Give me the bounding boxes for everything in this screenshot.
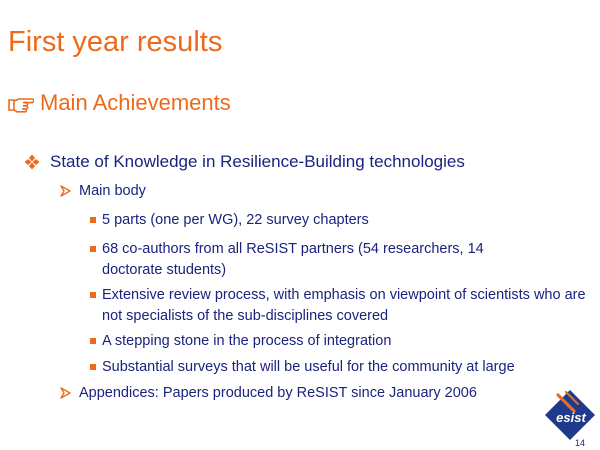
heading-row xyxy=(24,152,465,172)
subtitle-row xyxy=(8,90,231,116)
list-item xyxy=(90,357,590,378)
list-item-text: Extensive review process, with emphasis on viewpoint of scientists who are not specialists of the sub-disciplines covered xyxy=(102,287,586,324)
list-item xyxy=(90,331,590,352)
main-body-row xyxy=(60,183,146,199)
square-icon xyxy=(90,364,96,370)
list-item-text: 5 parts (one per WG), 22 survey chapters xyxy=(102,212,369,228)
appendices-row xyxy=(60,385,477,401)
list-item-text: A stepping stone in the process of integration xyxy=(102,333,392,349)
pointing-hand-icon xyxy=(8,92,34,114)
four-diamond-icon xyxy=(24,154,40,170)
square-icon xyxy=(90,338,96,344)
list-item xyxy=(90,285,590,327)
square-icon xyxy=(90,217,96,223)
page-number: 14 xyxy=(575,438,586,448)
arrowhead-icon xyxy=(60,387,71,399)
main-body-label: Main body xyxy=(79,183,146,199)
subtitle-text: Main Achievements xyxy=(40,90,231,115)
square-icon xyxy=(90,246,96,252)
heading-text: State of Knowledge in Resilience-Building technologies xyxy=(50,152,465,171)
list-item-text: Substantial surveys that will be useful for the community at large xyxy=(102,359,515,375)
resist-logo xyxy=(544,389,596,441)
arrowhead-icon xyxy=(60,185,71,197)
list-item xyxy=(90,239,545,281)
appendices-label: Appendices: Papers produced by ReSIST since January 2006 xyxy=(79,385,477,401)
list-item xyxy=(90,210,590,231)
square-icon xyxy=(90,292,96,298)
svg-text:esist: esist xyxy=(556,410,586,425)
list-item-text: 68 co-authors from all ReSIST partners (54 researchers, 14 doctorate students) xyxy=(102,241,484,278)
slide-title: First year results xyxy=(8,26,223,58)
